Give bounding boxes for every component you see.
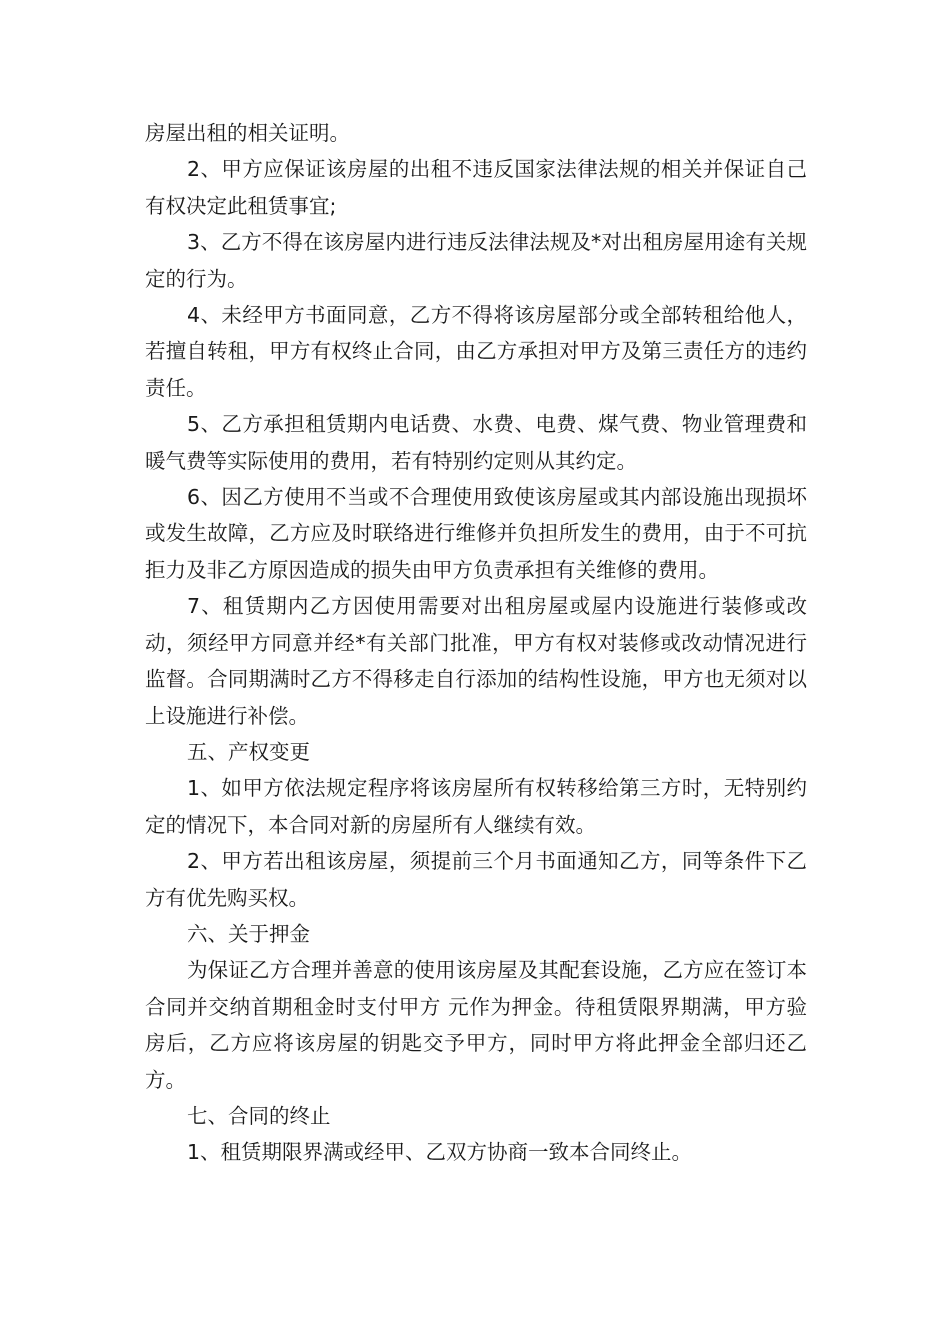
paragraph-property-change-1: 1、如甲方依法规定程序将该房屋所有权转移给第三方时，无特别约定的情况下，本合同对新的房屋所有人继续有效。 — [145, 776, 807, 837]
section-heading-deposit: 六、关于押金 — [187, 921, 310, 946]
paragraph-clause-3-no-illegal-use: 3、乙方不得在该房屋内进行违反法律法规及*对出租房屋用途有关规定的行为。 — [145, 230, 807, 291]
paragraph-termination-1: 1、租赁期限界满或经甲、乙双方协商一致本合同终止。 — [187, 1140, 693, 1165]
paragraph-certificate-continuation: 房屋出租的相关证明。 — [145, 121, 350, 145]
document-body — [145, 115, 807, 1171]
paragraph-clause-5-utilities: 5、乙方承担租赁期内电话费、水费、电费、煤气费、物业管理费和暖气费等实际使用的费用，若有特别约定则从其约定。 — [145, 412, 807, 473]
paragraph-property-change-2: 2、甲方若出租该房屋，须提前三个月书面通知乙方，同等条件下乙方有优先购买权。 — [145, 849, 807, 910]
paragraph-clause-6-damage-repair: 6、因乙方使用不当或不合理使用致使该房屋或其内部设施出现损坏或发生故障，乙方应及时联络进行维修并负担所发生的费用，由于不可抗拒力及非乙方原因造成的损失由甲方负责承担有关维修的费用。 — [145, 485, 807, 582]
paragraph-deposit: 为保证乙方合理并善意的使用该房屋及其配套设施，乙方应在签订本合同并交纳首期租金时支付甲方 元作为押金。待租赁限界期满，甲方验房后，乙方应将该房屋的钥匙交予甲方，同时甲方将此押金全部归还乙方。 — [145, 958, 807, 1092]
paragraph-clause-7-renovation: 7、租赁期内乙方因使用需要对出租房屋或屋内设施进行装修或改动，须经甲方同意并经*有关部门批准，甲方有权对装修或改动情况进行监督。合同期满时乙方不得移走自行添加的结构性设施，甲方也无须对以上设施进行补偿。 — [145, 594, 807, 728]
paragraph-clause-2-landlord-guarantee: 2、甲方应保证该房屋的出租不违反国家法律法规的相关并保证自己有权决定此租赁事宜; — [145, 157, 807, 218]
section-heading-termination: 七、合同的终止 — [187, 1103, 331, 1128]
section-heading-property-change: 五、产权变更 — [187, 739, 310, 764]
paragraph-clause-4-no-sublet: 4、未经甲方书面同意，乙方不得将该房屋部分或全部转租给他人，若擅自转租，甲方有权终止合同，由乙方承担对甲方及第三责任方的违约责任。 — [145, 303, 807, 400]
